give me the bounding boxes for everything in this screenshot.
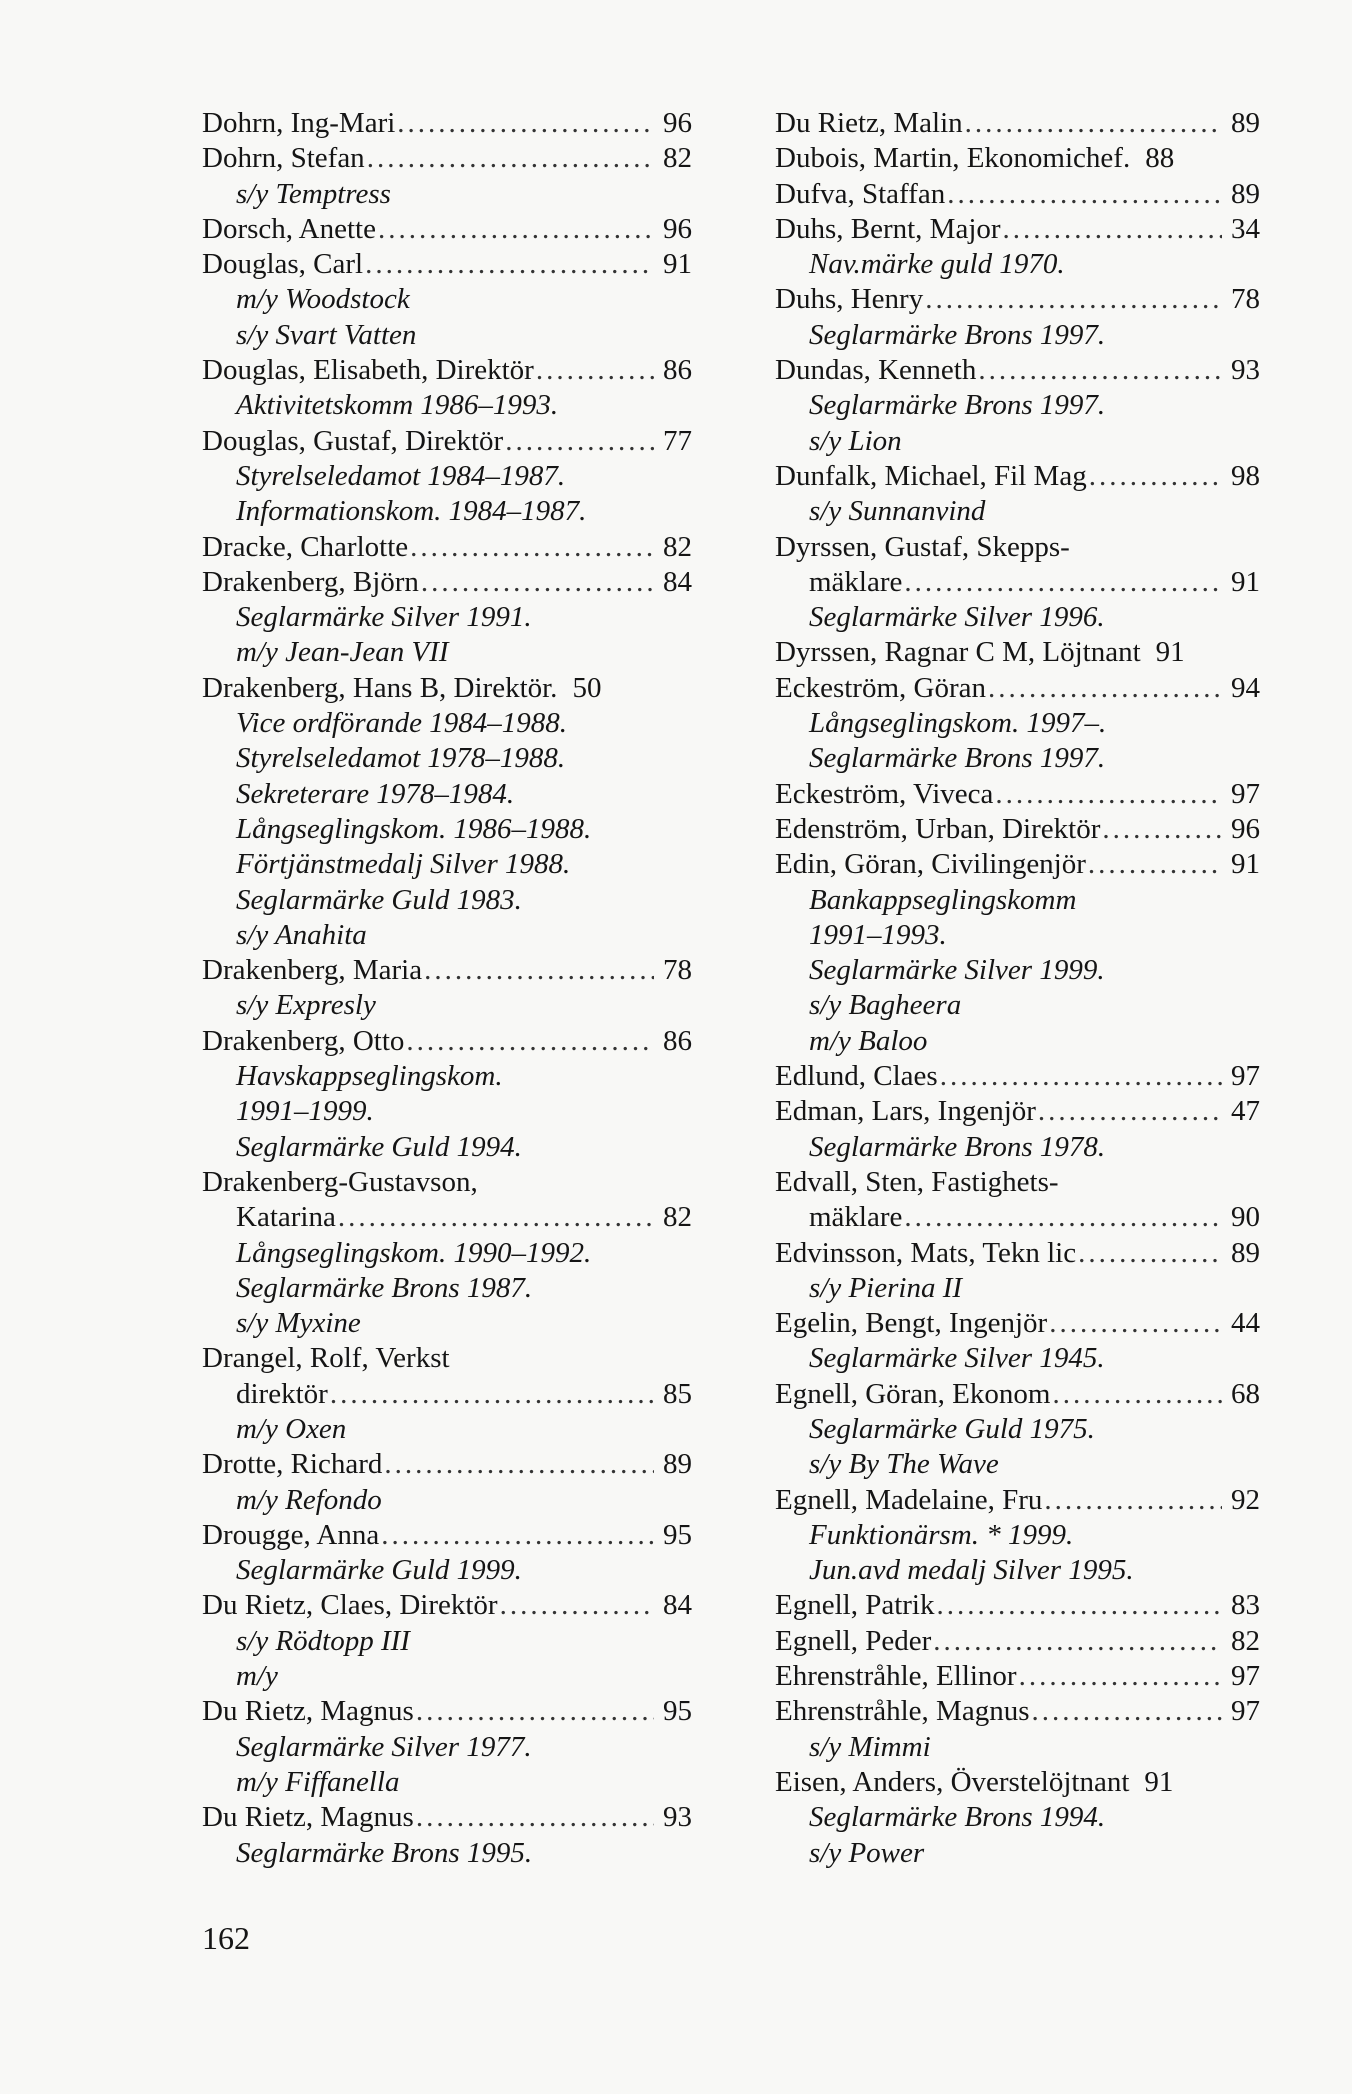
entry-name: Duhs, Bernt, Major [775,212,1001,245]
entry-name: Eckeström, Göran [775,671,986,704]
entry-name-heading: Drakenberg-Gustavson, [202,1165,478,1198]
entry-name: Egnell, Göran, Ekonom [775,1377,1051,1410]
entry-name: Egnell, Peder [775,1624,932,1657]
index-entry [775,1059,1260,1094]
dot-leader [406,1024,654,1059]
dot-leader [1038,1094,1222,1129]
entry-name: Eckeström, Viveca [775,777,994,810]
dot-leader [381,1518,654,1553]
entry-page-number: 89 [1231,177,1260,210]
dot-leader [1049,1306,1222,1341]
entry-note: s/y Mimmi [809,1730,931,1763]
entry-note: Havskappseglingskom. [236,1060,503,1093]
dot-leader [1003,212,1222,247]
entry-note: 1991–1993. [809,918,947,951]
index-entry [775,1377,1260,1412]
entry-note: Seglarmärke Silver 1991. [236,601,532,634]
entry-note: s/y Myxine [236,1307,361,1340]
dot-leader [505,424,654,459]
index-entry [775,565,1260,600]
entry-note: Seglarmärke Silver 1945. [809,1342,1105,1375]
entry-page-number: 88 [1145,142,1175,175]
dot-leader [338,1200,654,1235]
entry-page-number: 82 [1231,1624,1260,1657]
entry-page-number: 97 [1231,1695,1260,1728]
index-entry [775,106,1260,141]
index-entry [775,353,1260,388]
entry-page-number: 95 [663,1695,692,1728]
entry-name: Edvinsson, Mats, Tekn lic [775,1236,1077,1269]
entry-name: Dyrssen, Ragnar C M, Löjtnant [775,636,1141,669]
entry-name-heading: Drangel, Rolf, Verkst [202,1342,450,1375]
entry-note: s/y Bagheera [809,989,962,1022]
entry-page-number: 93 [663,1801,692,1834]
index-entry [202,141,692,176]
entry-note: Seglarmärke Guld 1999. [236,1554,522,1587]
entry-note: m/y [236,1660,278,1693]
entry-page-number: 82 [663,1201,692,1234]
entry-note: Seglarmärke Brons 1997. [809,742,1106,775]
entry-page-number: 47 [1231,1095,1260,1128]
dot-leader [378,212,654,247]
entry-name: mäklare [809,1201,903,1234]
index-entry [775,141,1260,176]
entry-note: Långseglingskom. 1997–. [809,707,1107,740]
entry-page-number: 84 [663,1589,692,1622]
entry-note: Aktivitetskomm 1986–1993. [236,389,559,422]
right-column [775,106,1260,1871]
entry-note: s/y Expresly [236,989,376,1022]
entry-page-number: 96 [1231,812,1260,845]
entry-page-number: 96 [663,107,692,139]
entry-note: Funktionärsm. * 1999. [809,1518,1074,1551]
entry-note: Styrelseledamot 1978–1988. [236,742,566,775]
entry-page-number: 34 [1231,212,1260,245]
index-entry [775,635,1260,670]
entry-note: Seglarmärke Brons 1995. [236,1836,533,1869]
index-entry [202,565,692,600]
entry-name: Du Rietz, Magnus [202,1801,414,1834]
entry-page-number: 78 [1231,283,1260,316]
index-entry [202,1518,692,1553]
entry-name: Dubois, Martin, Ekonomichef. [775,142,1131,175]
entry-name: Egelin, Bengt, Ingenjör [775,1307,1048,1340]
index-entry [775,1624,1260,1659]
index-entry [775,1483,1260,1518]
dot-leader [424,953,654,988]
left-column [202,106,692,1871]
entry-page-number: 44 [1231,1307,1260,1340]
entry-note: s/y Svart Vatten [236,318,417,351]
entry-page-number: 97 [1231,1660,1260,1693]
entry-name: Dohrn, Ing-Mari [202,107,396,139]
index-entry [775,282,1260,317]
dot-leader [978,353,1222,388]
entry-page-number: 86 [663,1024,692,1057]
entry-page-number: 98 [1231,459,1260,492]
entry-page-number: 91 [1231,565,1260,598]
entry-name: Du Rietz, Malin [775,107,963,139]
index-entry [202,530,692,565]
entry-page-number: 93 [1231,354,1260,387]
index-entry [775,777,1260,812]
dot-leader [940,1059,1222,1094]
entry-page-number: 77 [663,424,692,457]
index-entry [775,847,1260,882]
entry-name: direktör [236,1377,328,1410]
dot-leader [904,565,1222,600]
entry-note: Seglarmärke Guld 1983. [236,883,522,916]
entry-note: Seglarmärke Silver 1996. [809,601,1105,634]
entry-name: Ehrenstråhle, Ellinor [775,1660,1017,1693]
dot-leader [365,247,654,282]
dot-leader [421,565,654,600]
index-entry [775,1659,1260,1694]
entry-name: Duhs, Henry [775,283,924,316]
entry-note: Långseglingskom. 1986–1988. [236,812,592,845]
entry-page-number: 89 [1231,1236,1260,1269]
index-entry [775,1236,1260,1271]
entry-name: Katarina [236,1201,336,1234]
entry-note: m/y Refondo [236,1483,382,1516]
entry-name: Du Rietz, Claes, Direktör [202,1589,498,1622]
entry-note: s/y Pierina II [809,1271,963,1304]
entry-note: Seglarmärke Guld 1994. [236,1130,522,1163]
index-entry [202,106,692,141]
dot-leader [1052,1377,1222,1412]
entry-name: Douglas, Elisabeth, Direktör [202,354,534,387]
entry-name: Eisen, Anders, Överstelöjtnant [775,1765,1130,1798]
entry-note: Bankappseglingskomm [809,883,1077,916]
entry-name: Douglas, Carl [202,248,364,281]
index-entry [202,212,692,247]
index-entry [775,1306,1260,1341]
dot-leader [397,106,654,141]
entry-page-number: 97 [1231,1060,1260,1093]
dot-leader [1032,1694,1223,1729]
entry-name: Egnell, Patrik [775,1589,935,1622]
entry-page-number: 50 [572,671,602,704]
index-entry [775,1200,1260,1235]
entry-page-number: 94 [1231,671,1260,704]
dot-leader [1102,812,1222,847]
entry-name: Dufva, Staffan [775,177,946,210]
entry-name: Dorsch, Anette [202,212,376,245]
entry-note: Seglarmärke Silver 1977. [236,1730,532,1763]
entry-note: s/y Lion [809,424,902,457]
entry-note: Seglarmärke Brons 1978. [809,1130,1106,1163]
entry-name: Egnell, Madelaine, Fru [775,1483,1043,1516]
index-entry [775,459,1260,494]
dot-leader [936,1588,1222,1623]
index-entry [202,953,692,988]
entry-name: Edlund, Claes [775,1060,938,1093]
entry-page-number: 90 [1231,1201,1260,1234]
entry-note: m/y Oxen [236,1412,347,1445]
entry-name: Drougge, Anna [202,1518,380,1551]
entry-page-number: 78 [663,954,692,987]
index-entry [775,812,1260,847]
entry-note: Sekreterare 1978–1984. [236,777,515,810]
entry-name: Douglas, Gustaf, Direktör [202,424,504,457]
entry-note: Seglarmärke Brons 1987. [236,1271,533,1304]
entry-note: m/y Jean-Jean VII [236,636,449,669]
entry-name: Drakenberg, Maria [202,954,423,987]
dot-leader [965,106,1222,141]
entry-note: s/y Power [809,1836,925,1869]
entry-page-number: 97 [1231,777,1260,810]
entry-note: Nav.märke guld 1970. [809,248,1065,281]
entry-name-heading: Edvall, Sten, Fastighets- [775,1165,1059,1198]
entry-note: Långseglingskom. 1990–1992. [236,1236,592,1269]
page-number: 162 [202,1920,250,1956]
entry-name: Dunfalk, Michael, Fil Mag [775,459,1087,492]
entry-note: Seglarmärke Silver 1999. [809,954,1105,987]
dot-leader [330,1377,654,1412]
dot-leader [925,282,1222,317]
index-entry [202,353,692,388]
entry-page-number: 86 [663,354,692,387]
entry-note: m/y Fiffanella [236,1765,400,1798]
entry-note: s/y Rödtopp III [236,1624,410,1657]
dot-leader [1089,459,1222,494]
dot-leader [500,1588,654,1623]
dot-leader [416,1800,654,1835]
entry-name-heading: Dyrssen, Gustaf, Skepps- [775,530,1070,563]
entry-page-number: 91 [1144,1765,1174,1798]
entry-name: Dundas, Kenneth [775,354,977,387]
entry-page-number: 85 [663,1377,692,1410]
index-entry [202,1694,692,1729]
entry-note: Styrelseledamot 1984–1987. [236,459,566,492]
index-entry [775,1694,1260,1729]
dot-leader [947,177,1222,212]
index-entry [775,212,1260,247]
entry-note: Seglarmärke Brons 1997. [809,318,1106,351]
entry-note: Förtjänstmedalj Silver 1988. [236,848,571,881]
index-entry [202,1200,692,1235]
entry-name: Edenström, Urban, Direktör [775,812,1101,845]
entry-note: s/y Sunnanvind [809,495,986,528]
entry-note: s/y Anahita [236,918,367,951]
entry-note: m/y Baloo [809,1024,928,1057]
dot-leader [384,1447,654,1482]
index-entry [202,1588,692,1623]
dot-leader [410,530,654,565]
entry-note: Jun.avd medalj Silver 1995. [809,1554,1134,1587]
entry-page-number: 91 [1155,636,1185,669]
index-entry [775,177,1260,212]
entry-name: Drakenberg, Björn [202,565,419,598]
entry-page-number: 91 [1231,848,1260,881]
entry-name: Edman, Lars, Ingenjör [775,1095,1036,1128]
entry-name: mäklare [809,565,903,598]
index-entry [202,1447,692,1482]
entry-page-number: 92 [1231,1483,1260,1516]
entry-page-number: 82 [663,142,692,175]
entry-page-number: 89 [663,1448,692,1481]
entry-page-number: 84 [663,565,692,598]
index-entry [202,1024,692,1059]
index-entry [202,1800,692,1835]
dot-leader [988,671,1222,706]
entry-page-number: 96 [663,212,692,245]
entry-note: Seglarmärke Brons 1997. [809,389,1106,422]
dot-leader [904,1200,1222,1235]
entry-note: Informationskom. 1984–1987. [236,495,587,528]
dot-leader [1019,1659,1222,1694]
dot-leader [416,1694,654,1729]
entry-name: Ehrenstråhle, Magnus [775,1695,1030,1728]
index-entry [202,247,692,282]
entry-page-number: 83 [1231,1589,1260,1622]
index-entry [775,671,1260,706]
entry-name: Dracke, Charlotte [202,530,409,563]
entry-note: Seglarmärke Guld 1975. [809,1412,1095,1445]
dot-leader [1078,1236,1222,1271]
dot-leader [1044,1483,1222,1518]
entry-note: Vice ordförande 1984–1988. [236,707,568,740]
index-entry [202,424,692,459]
index-entry [202,1377,692,1412]
entry-page-number: 91 [663,248,692,281]
index-entry [775,1094,1260,1129]
entry-note: 1991–1999. [236,1095,374,1128]
index-entry [202,671,692,706]
entry-note: s/y Temptress [236,177,391,210]
entry-name: Edin, Göran, Civilingenjör [775,848,1086,881]
entry-note: s/y By The Wave [809,1448,999,1481]
entry-name: Drotte, Richard [202,1448,383,1481]
entry-name: Drakenberg, Hans B, Direktör. [202,671,558,704]
entry-page-number: 95 [663,1518,692,1551]
entry-name: Drakenberg, Otto [202,1024,405,1057]
entry-name: Dohrn, Stefan [202,142,365,175]
entry-page-number: 82 [663,530,692,563]
entry-page-number: 89 [1231,107,1260,139]
dot-leader [536,353,654,388]
entry-page-number: 68 [1231,1377,1260,1410]
entry-note: m/y Woodstock [236,283,410,316]
entry-name: Du Rietz, Magnus [202,1695,414,1728]
entry-note: Seglarmärke Brons 1994. [809,1801,1106,1834]
dot-leader [367,141,654,176]
dot-leader [933,1624,1222,1659]
dot-leader [1088,847,1222,882]
index-entry [775,1765,1260,1800]
index-entry [775,1588,1260,1623]
dot-leader [995,777,1222,812]
